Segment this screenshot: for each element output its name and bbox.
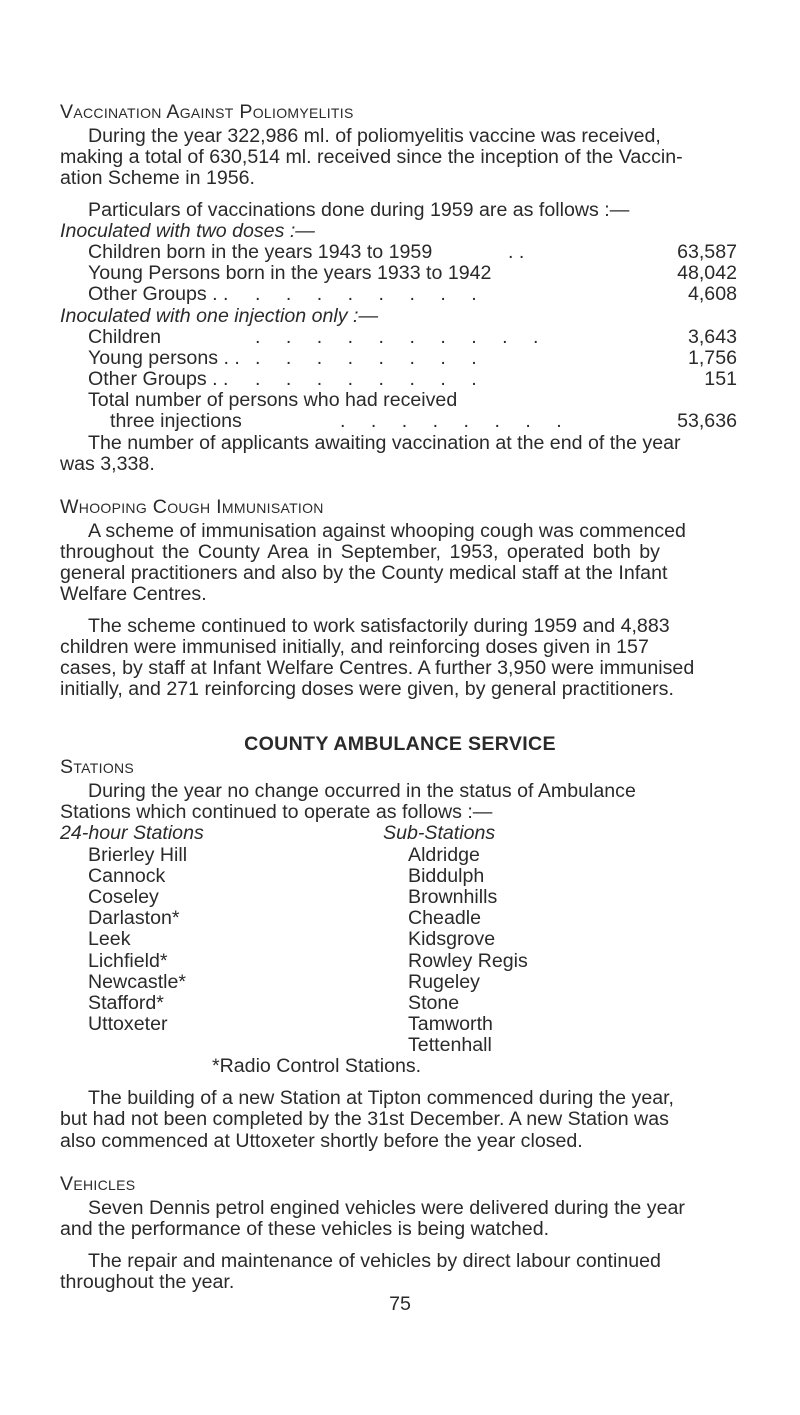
polio-para-line: making a total of 630,514 ml. received since the inception of the Vaccin-	[60, 146, 683, 168]
sub-station: Stone	[408, 992, 460, 1014]
two-doses-label: Inoculated with two doses :—	[60, 220, 315, 242]
station-24h: Lichfield*	[88, 950, 168, 972]
two-doses-row-label: Children born in the years 1943 to 1959	[88, 241, 433, 263]
vehicles-para-line: The repair and maintenance of vehicles by direct labour continued	[88, 1250, 661, 1272]
one-injection-label: Inoculated with one injection only :—	[60, 305, 379, 327]
one-injection-row-value: 1,756	[687, 347, 737, 369]
whooping-para-line: children were immunised initially, and reinforcing doses given in 157	[60, 636, 649, 658]
one-injection-row-dots: . . . . . . . . . .	[255, 326, 539, 348]
whooping-para-line: Welfare Centres.	[60, 583, 207, 605]
page-number: 75	[389, 1293, 411, 1315]
particulars-intro: Particulars of vaccinations done during 1959 are as follows :—	[88, 199, 630, 221]
vehicles-heading: Vehicles	[60, 1173, 136, 1195]
two-doses-row-dots: . . . . . . . .	[255, 283, 477, 305]
one-injection-row-dots: . . . . . . . .	[255, 347, 477, 369]
station-24h: Uttoxeter	[88, 1013, 168, 1035]
vehicles-para-line: Seven Dennis petrol engined vehicles were delivered during the year	[88, 1197, 685, 1219]
col-heading-24h: 24-hour Stations	[60, 822, 204, 844]
three-injections-label: three injections	[110, 410, 242, 432]
whooping-para-line: A scheme of immunisation against whooping cough was commenced	[88, 520, 686, 542]
one-injection-row-value: 3,643	[687, 326, 737, 348]
radio-footnote: *Radio Control Stations.	[212, 1055, 422, 1077]
ambulance-para-line: The building of a new Station at Tipton commenced during the year,	[88, 1087, 674, 1109]
polio-para-line: During the year 322,986 ml. of poliomyelitis vaccine was received,	[88, 125, 661, 147]
one-injection-row-value: 151	[704, 368, 737, 390]
sub-station: Kidsgrove	[408, 928, 496, 950]
ambulance-para-line: also commenced at Uttoxeter shortly before the year closed.	[60, 1130, 583, 1152]
ambulance-para-line: Stations which continued to operate as follows :—	[60, 801, 493, 823]
station-24h: Stafford*	[88, 992, 164, 1014]
station-24h: Newcastle*	[88, 971, 187, 993]
sub-station: Tettenhall	[408, 1034, 492, 1056]
polio-heading: Vaccination Against Poliomyelitis	[60, 101, 354, 123]
sub-station: Brownhills	[408, 886, 498, 908]
sub-station: Cheadle	[408, 907, 481, 929]
awaiting-line: was 3,338.	[60, 453, 155, 475]
vehicles-para-line: and the performance of these vehicles is being watched.	[60, 1218, 550, 1240]
sub-station: Rugeley	[408, 971, 480, 993]
three-injections-label: Total number of persons who had received	[88, 389, 458, 411]
sub-station: Biddulph	[408, 865, 485, 887]
polio-para-line: ation Scheme in 1956.	[60, 167, 255, 189]
sub-station: Tamworth	[408, 1013, 493, 1035]
three-injections-value: 53,636	[677, 410, 737, 432]
col-heading-sub: Sub-Stations	[383, 822, 496, 844]
ambulance-para-line: but had not been completed by the 31st December. A new Station was	[60, 1108, 669, 1130]
two-doses-row-dots: . .	[508, 241, 525, 263]
vehicles-para-line: throughout the year.	[60, 1271, 235, 1293]
sub-station: Aldridge	[408, 844, 480, 866]
whooping-para-line: general practitioners and also by the County medical staff at the Infant	[60, 562, 668, 584]
two-doses-row-value: 63,587	[677, 241, 737, 263]
one-injection-row-label: Children	[88, 326, 161, 348]
two-doses-row-value: 4,608	[687, 283, 737, 305]
whooping-para-line: initially, and 271 reinforcing doses were given, by general practitioners.	[60, 678, 674, 700]
sub-station: Rowley Regis	[408, 950, 528, 972]
ambulance-heading: COUNTY AMBULANCE SERVICE	[244, 733, 556, 755]
awaiting-line: The number of applicants awaiting vaccination at the end of the year	[88, 432, 681, 454]
two-doses-row-value: 48,042	[677, 262, 737, 284]
station-24h: Leek	[88, 928, 131, 950]
one-injection-row-label: Other Groups . .	[88, 368, 229, 390]
station-24h: Darlaston*	[88, 907, 180, 929]
one-injection-row-dots: . . . . . . . .	[255, 368, 477, 390]
whooping-para-line: The scheme continued to work satisfactorily during 1959 and 4,883	[88, 615, 670, 637]
whooping-heading: Whooping Cough Immunisation	[60, 496, 324, 518]
whooping-para-line: cases, by staff at Infant Welfare Centres. A further 3,950 were immunised	[60, 657, 695, 679]
two-doses-row-label: Other Groups . .	[88, 283, 229, 305]
station-24h: Brierley Hill	[88, 844, 188, 866]
two-doses-row-label: Young Persons born in the years 1933 to 1942	[88, 262, 492, 284]
ambulance-para-line: During the year no change occurred in the status of Ambulance	[88, 780, 636, 802]
station-24h: Coseley	[88, 886, 159, 908]
three-injections-dots: . . . . . . . .	[340, 410, 562, 432]
whooping-para-line: throughout the County Area in September, 1953, operated both by	[60, 541, 660, 563]
one-injection-row-label: Young persons . .	[88, 347, 240, 369]
stations-heading: Stations	[60, 756, 135, 778]
station-24h: Cannock	[88, 865, 166, 887]
